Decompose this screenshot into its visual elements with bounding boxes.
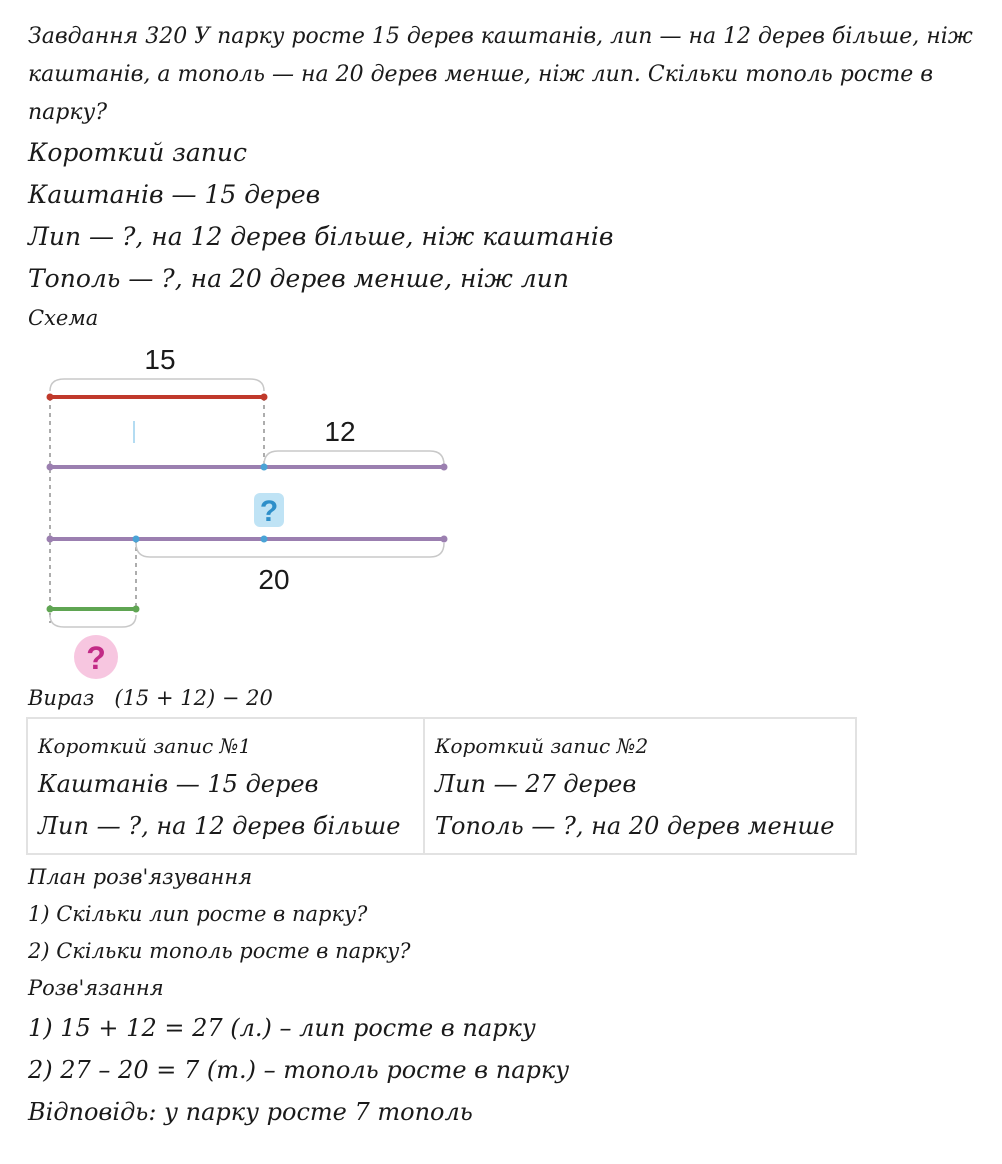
note-1-line: Лип — ?, на 12 дерев більше [38, 812, 401, 840]
expression-formula: (15 + 12) − 20 [114, 686, 273, 710]
segment-copy-end [441, 536, 448, 543]
brace-poplars [50, 615, 136, 627]
expression-label: Вираз [28, 686, 95, 710]
solution-step: 2) 27 – 20 = 7 (т.) – тополь росте в парку [28, 1056, 570, 1084]
segment-lindens-end [441, 464, 448, 471]
segment-copy-start [47, 536, 54, 543]
plan-title: План розв'язування [28, 865, 253, 889]
note-1-cell [27, 718, 424, 854]
segment-lindens-start [47, 464, 54, 471]
scheme-diagram [20, 343, 460, 683]
short-note-title: Короткий запис [28, 138, 247, 167]
note-2-title: Короткий запис №2 [435, 734, 649, 758]
segment-copy-mid [261, 536, 268, 543]
label-12: 12 [324, 416, 356, 447]
question-pink: ? [86, 640, 106, 676]
short-note-line: Лип — ?, на 12 дерев більше, ніж каштанів [28, 222, 614, 251]
segment-lindens-mid [261, 464, 268, 471]
expression [28, 683, 978, 713]
note-1-title: Короткий запис №1 [38, 734, 252, 758]
brace-15 [50, 379, 264, 391]
note-2-cell [424, 718, 856, 854]
short-note-line: Каштанів — 15 дерев [28, 180, 321, 209]
segment-copy-split [133, 536, 140, 543]
scheme-svg [20, 343, 460, 683]
question-blue: ? [259, 495, 279, 528]
segment-chestnuts-start [47, 394, 54, 401]
notes-row [27, 718, 856, 854]
short-note-line: Тополь — ?, на 20 дерев менше, ніж лип [28, 264, 569, 293]
segment-poplars-end [133, 606, 140, 613]
segment-poplars-start [47, 606, 54, 613]
page [28, 18, 978, 1133]
brace-20 [136, 543, 444, 557]
notes-table [26, 717, 857, 855]
plan-step: 1) Скільки лип росте в парку? [28, 902, 368, 926]
plan-step: 2) Скільки тополь росте в парку? [28, 939, 411, 963]
brace-12 [264, 451, 444, 465]
solution-title: Розв'язання [28, 976, 164, 1000]
answer: Відповідь: у парку росте 7 тополь [28, 1098, 473, 1126]
label-15: 15 [144, 344, 176, 375]
solution-step: 1) 15 + 12 = 27 (л.) – лип росте в парку [28, 1014, 536, 1042]
segment-chestnuts-end [261, 394, 268, 401]
note-1-line: Каштанів — 15 дерев [38, 770, 319, 798]
note-2-line: Лип — 27 дерев [435, 770, 637, 798]
scheme-title: Схема [28, 306, 99, 330]
label-20: 20 [258, 564, 290, 595]
note-2-line: Тополь — ?, на 20 дерев менше [435, 812, 835, 840]
task-text: Завдання 320 У парку росте 15 дерев каштанів, лип — на 12 дерев більше, ніж каштанів, а тополь — на 20 дерев менше, ніж лип. Скільки тополь росте в парку? [28, 24, 973, 125]
